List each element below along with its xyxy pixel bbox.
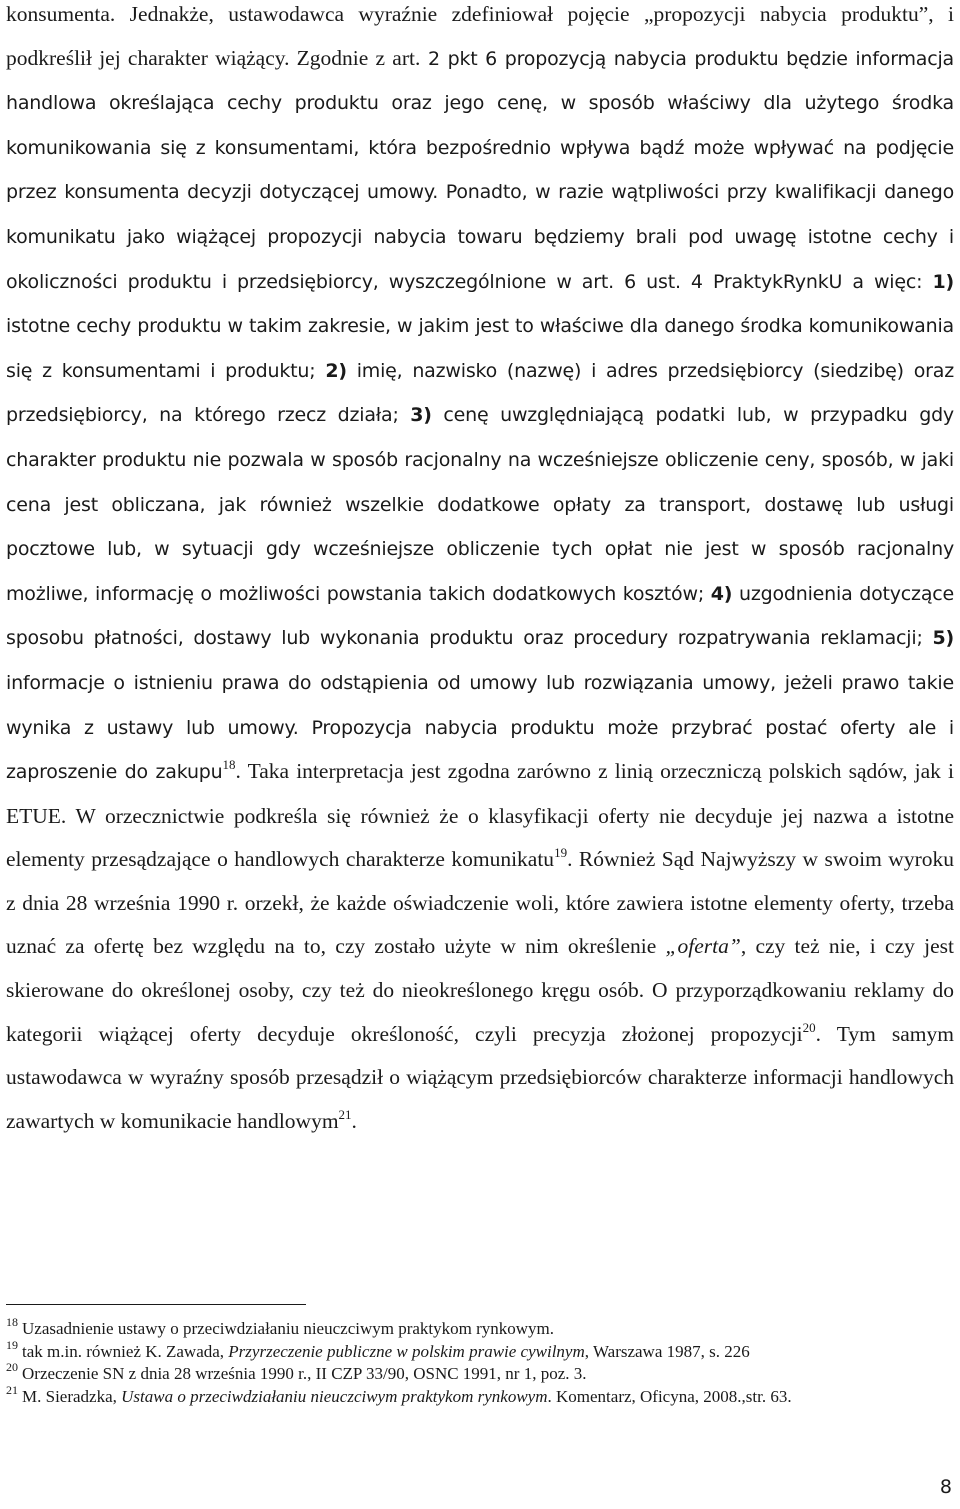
body-text: . Również Sąd Najwyższy w swoim wyroku z dnia 28 września 1990 r. orzekł, że każde oświadczenie woli, które zawiera istotne elementy oferty, trzeba uznać za ofertę bez względu na to, czy zostało użyte w nim określenie bbox=[6, 847, 954, 959]
footnote-ref: 19 bbox=[554, 845, 568, 861]
body-text: , czy też nie, i czy jest skierowane do określonej osoby, czy też do nieokreślonego kręgu osób. O przyporządkowaniu reklamy do kategorii wiążącej oferty decyduje określoność, czyli precyzja złożonej propozycji bbox=[6, 934, 955, 1046]
list-marker: 1) bbox=[932, 270, 954, 293]
body-text: . bbox=[351, 1108, 357, 1133]
footnote: $^{19}$ tak m.in. również K. Zawada, Przyrzeczenie publiczne w polskim prawie cywilnym, Warszawa 1987, s. 226 bbox=[6, 1337, 750, 1361]
footnote-separator bbox=[6, 1304, 306, 1305]
list-marker: 4) bbox=[710, 582, 733, 605]
list-marker: 3) bbox=[410, 404, 432, 427]
footnote-ref: 20 bbox=[802, 1019, 816, 1035]
footnote: $^{20}$ Orzeczenie SN z dnia 28 września 1990 r., II CZP 33/90, OSNC 1991, nr 1, poz. 3. bbox=[6, 1360, 587, 1383]
document-page bbox=[6, 0, 954, 1143]
body-text-sans: 2 pkt 6 propozycją nabycia produktu będzie informacja handlowa określająca cechy produktu oraz jego cenę, w sposób właściwy dla użytego środka komunikowania się z konsumentami, która bezpośrednio wpływa bądź może wpływać na podjęcie przez konsumenta decyzji dotyczącej umowy. Ponadto, w razie wątpliwości przy kwalifikacji danego komunikatu jako wiążącej propozycji nabycia towaru będziemy brali pod uwagę istotne cechy i okoliczności produktu i przedsiębiorcy, wyszczególnione w art. 6 ust. 4 PraktykRynkU a więc: 1) istotne cechy produktu w takim zakresie, w jakim jest to właściwe dla danego środka komunikowania się z konsumentami i produktu; 2) imię, nazwisko (nazwę) i adres przedsiębiorcy (siedzibę) oraz przedsiębiorcy, na którego rzecz działa; 3) cenę uwzględniającą podatki lub, w przypadku gdy charakter produktu nie pozwala w sposób racjonalny na wcześniejsze obliczenie ceny, sposób, w jaki cena jest obliczana, jak również wszelkie dodatkowe opłaty za transport, dostawę lub usługi pocztowe lub, w sytuacji gdy wcześniejsze obliczenie tych opłat nie jest w sposób racjonalny możliwe, informację o możliwości powstania takich dodatkowych kosztów; 4) uzgodnienia dotyczące sposobu płatności, dostawy lub wykonania produktu oraz procedury rozpatrywania reklamacji; 5) informacje o istnieniu prawa do odstąpienia od umowy lub rozwiązania umowy, jeżeli prawo takie wynika z ustawy lub umowy. Propozycja nabycia produktu może przybrać postać oferty ale i zaproszenie do zakupu bbox=[6, 47, 955, 784]
emphasis-text: „oferta” bbox=[665, 934, 741, 959]
footnote-number: 19 bbox=[6, 1337, 18, 1352]
footnote-ref: 21 bbox=[338, 1106, 352, 1122]
footnote-number: 21 bbox=[6, 1382, 18, 1397]
list-marker: 5) bbox=[932, 627, 955, 650]
footnote-number: 20 bbox=[6, 1360, 18, 1374]
footnote-ref: 18 bbox=[222, 757, 236, 773]
footnote: $^{21}$ M. Sieradzka, Ustawa o przeciwdziałaniu nieuczciwym praktykom rynkowym. Komentarz, Oficyna, 2008.,str. 63. bbox=[6, 1382, 792, 1406]
body-text: . Taka interpretacja jest zgodna zarówno z linią orzeczniczą polskich sądów, jak i ETUE. W orzecznictwie podkreśla się również że o klasyfikacji oferty nie decyduje jej nazwa a istotne elementy przesądzające o handlowych charakterze komunikatu bbox=[6, 759, 955, 872]
body-text: konsumenta. Jednakże, ustawodawca wyraźnie zdefiniował pojęcie „propozycji nabycia produktu”, i podkreślił jej charakter wiążący. Zgodnie z art. bbox=[6, 2, 954, 70]
body-text: . Tym samym ustawodawca w wyraźny sposób przesądził o wiążącym przedsiębiorców charakterze informacji handlowych zawartych w komunikacie handlowym bbox=[6, 1021, 954, 1133]
page-number: 8 bbox=[939, 1476, 952, 1498]
list-marker: 2) bbox=[325, 359, 347, 382]
body-paragraph bbox=[6, 0, 954, 1143]
footnote: $^{18}$ Uzasadnienie ustawy o przeciwdziałaniu nieuczciwym praktykom rynkowym. bbox=[6, 1315, 555, 1338]
footnote-number: 18 bbox=[6, 1315, 18, 1329]
footnotes bbox=[6, 1315, 954, 1408]
